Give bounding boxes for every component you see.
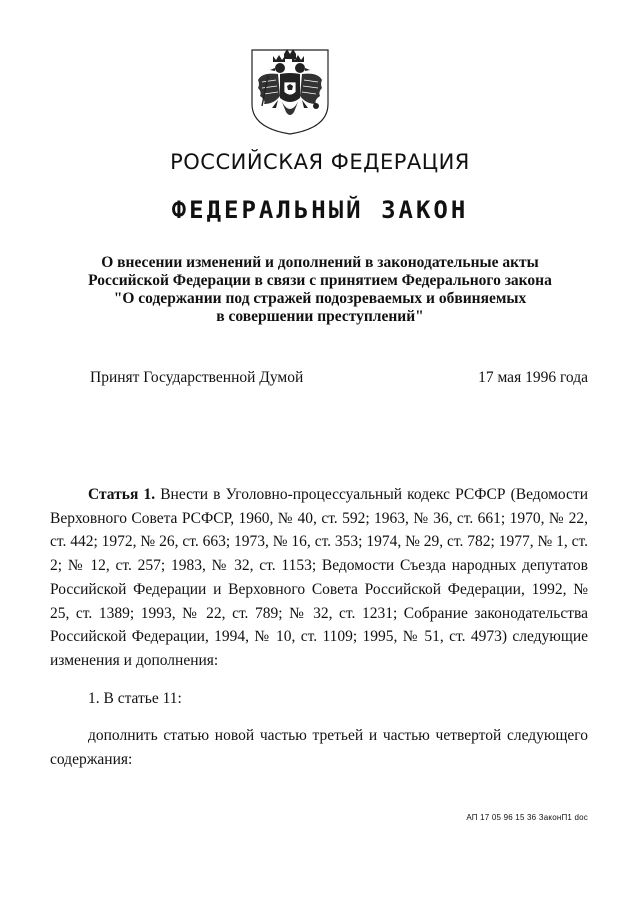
article-heading: Статья 1. <box>88 486 156 503</box>
file-footer: АП 17 05 96 15 36 ЗаконП1 doc <box>466 813 588 822</box>
article-1-text: Внести в Уголовно-процессуальный кодекс РСФСР (Ведомости Верховного Совета РСФСР, 1960, № 40, ст. 592; 1963, № 36, ст. 661; 1970, № 22, ст. 442; 1972, № 26, ст. 663; 1973, № 16, ст. 353; 1974, № 29, ст. 782; 1977, № 1, ст. 2; № 12, ст. 257; 1983, № 32, ст. 1153; Ведомости Съезда народных депутатов Российской Федерации и Верховного Совета Российской Федерации, 1992, № 25, ст. 1389; 1993, № 22, ст. 789; № 32, ст. 1231; Собрание законодательства Российской Федерации, 1994, № 10, ст. 1109; 1995, № 51, ст. 4973) следующие изменения и дополнения: <box>50 486 589 669</box>
adoption-line <box>90 369 588 387</box>
document-type: ФЕДЕРАЛЬНЫЙ ЗАКОН <box>171 196 469 224</box>
law-title-line: "О содержании под стражей подозреваемых и обвиняемых <box>113 290 527 307</box>
adoption-label: Принят Государственной Думой <box>90 369 304 386</box>
law-title-line: О внесении изменений и дополнений в законодательные акты <box>101 254 539 271</box>
article-1 <box>50 483 588 772</box>
law-title-line: Российской Федерации в связи с принятием Федерального закона <box>88 272 552 289</box>
coat-of-arms-icon <box>248 46 332 138</box>
article-1-item: 1. В статье 11: <box>88 689 182 707</box>
law-title <box>60 254 580 326</box>
article-1-item-text: дополнить статью новой частью третьей и частью четвертой следующего содержания: <box>50 727 588 769</box>
adoption-date: 17 мая 1996 года <box>478 369 588 386</box>
country-name: РОССИЙСКАЯ ФЕДЕРАЦИЯ <box>170 150 470 174</box>
law-title-line: в совершении преступлений" <box>216 308 424 325</box>
article-1-paragraph <box>50 483 588 673</box>
